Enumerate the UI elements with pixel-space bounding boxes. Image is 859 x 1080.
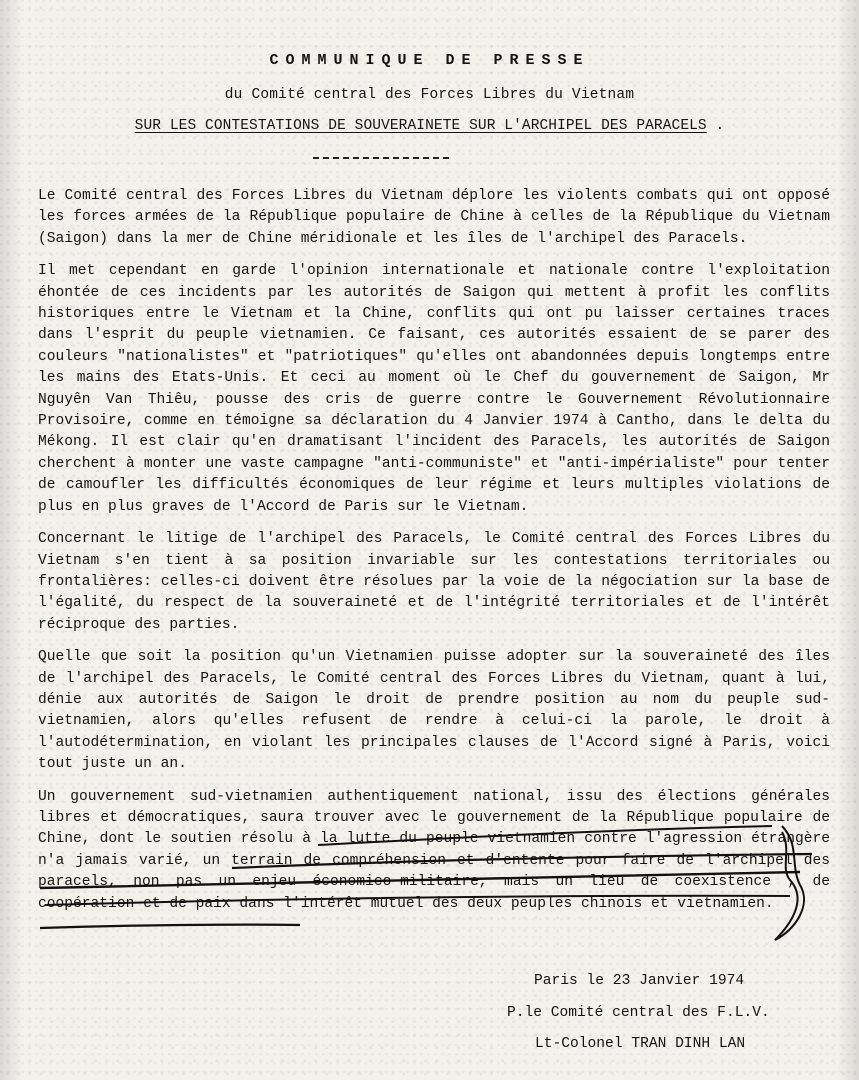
hand-strike-5 (40, 925, 300, 928)
signature-on-behalf: P.le Comité central des F.L.V. (507, 1005, 770, 1021)
separator-line (313, 157, 449, 159)
document-title: COMMUNIQUE DE PRESSE (269, 52, 590, 69)
document-body (38, 186, 830, 915)
signature-signatory: Lt-Colonel TRAN DINH LAN (535, 1036, 746, 1052)
paragraph-1: Le Comité central des Forces Libres du Vietnam déplore les violents combats qui ont opposé les forces armées de la République populaire de Chine à celles de la République du Vietnam (Saigon) dans la mer de Chine méridionale et les îles de l'archipel des Paracels. (38, 188, 830, 247)
heading-text: SUR LES CONTESTATIONS DE SOUVERAINETE SUR L'ARCHIPEL DES PARACELS (134, 118, 707, 134)
paragraph-4: Quelle que soit la position qu'un Vietnamien puisse adopter sur la souveraineté des îles de l'archipel des Paracels, le Comité central des Forces Libres du Vietnam, quant à lui, dénie aux autorités de Saigon le droit de prendre position au nom du peuple sud-vietnamien, alors qu'elles refusent de rendre à celui-ci la parole, le droit à l'autodétermination, en violant les principales clauses de l'Accord signé à Paris, voici tout juste un an. (38, 649, 830, 773)
signature-place-date: Paris le 23 Janvier 1974 (534, 973, 745, 989)
document-subtitle: du Comité central des Forces Libres du Vietnam (224, 87, 635, 103)
paragraph-3: Concernant le litige de l'archipel des Paracels, le Comité central des Forces Libres du Vietnam s'en tient à sa position invariable sur les contestations territoriales ou frontalières: celles-ci doivent être résolues par la voie de la négociation sur la base de l'égalité, du respect de la souveraineté et de l'intégrité territoriales et de l'intérêt réciproque des parties. (38, 531, 830, 633)
heading-period: . (715, 118, 725, 134)
paragraph-2: Il met cependant en garde l'opinion internationale et nationale contre l'exploitation éhontée de ces incidents par les autorités de Saigon qui mettent à profit les conflits historiques entre le Vietnam et la Chine, conflits qui ont pu laisser certaines traces dans l'esprit du peuple vietnamien. Ce faisant, ces autorités essaient de se parer des couleurs "nationalistes" et "patriotiques" qu'elles ont abandonnées depuis longtemps entre les mains des Etats-Unis. Et ceci au moment où le Chef du gouvernement de Saigon, Mr Nguyên Van Thiêu, pousse des cris de guerre contre le Gouvernement Révolutionnaire Provisoire, comme en témoigne sa déclaration du 4 Janvier 1974 à Cantho, dans le delta du Mékong. Il est clair qu'en dramatisant l'incident des Paracels, les autorités de Saigon cherchent à monter une vaste campagne "anti-communiste" et "anti-impérialiste" pour tenter de camoufler les difficultés économiques de leur régime et leurs multiples violations de plus en plus graves de l'Accord de Paris sur le Vietnam. (38, 263, 830, 515)
document-heading (0, 118, 859, 134)
paragraph-5: Un gouvernement sud-vietnamien authentiquement national, issu des élections générales libres et démocratiques, saura trouver avec le gouvernement de la République populaire de Chine, dont le soutien résolu à la lutte du peuple vietnamien contre l'agression étrangère n'a jamais varié, un terrain de compréhension et d'entente pour faire de l'archipel des paracels, non pas un enjeu économico-militaire, mais un lieu de coexistence , de coopération et de paix dans l'intérêt mutuel des deux peuples chinois et vietnamien. (38, 788, 830, 912)
